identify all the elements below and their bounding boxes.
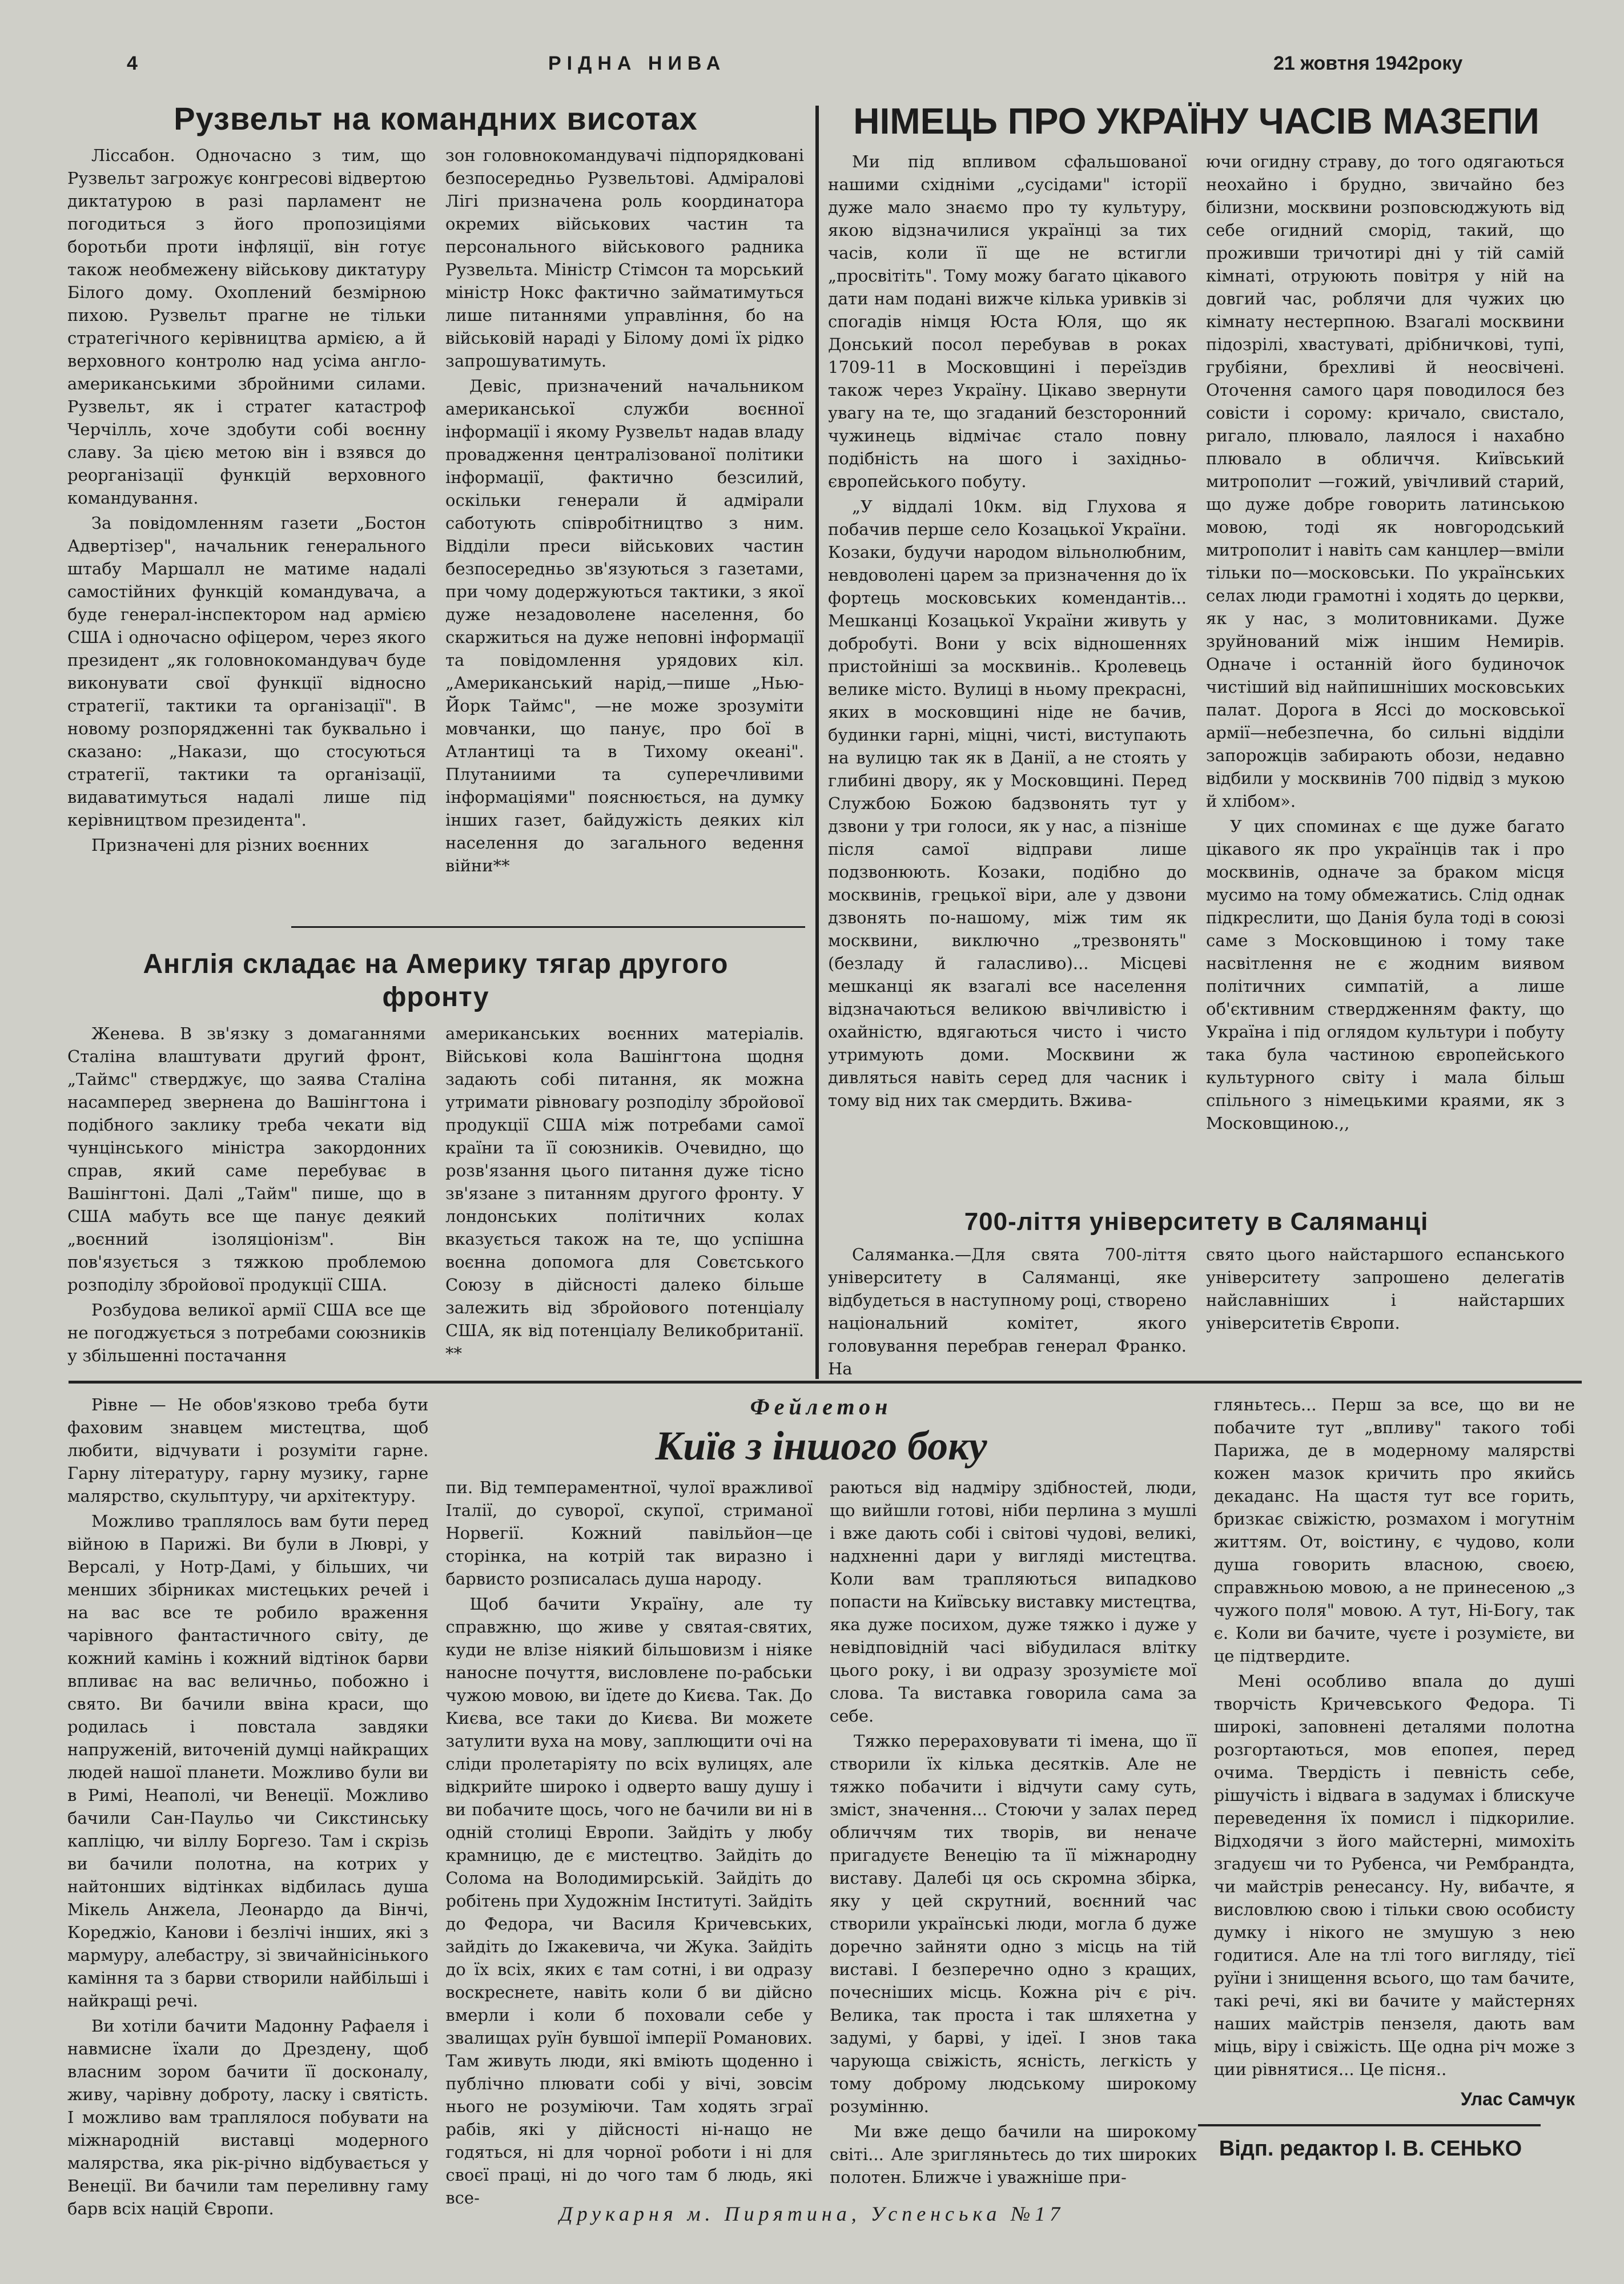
article-headline: Англія складає на Америку тягар другого фронту [143, 949, 729, 1012]
paragraph: Мені особливо впала до душі творчість Кричевського Федора. Ті широкі, заповнені деталями полотна розгортаються, мов епопея, перед очима. Твердість і певність себе, рішучість і відвага в задумах і блискуче переведення їх помисл і підкорилие. Відходячи з його майстерні, мимохіть згадуєш чи то Рубенса, чи Рембрандта, чи майстрів ренесансу. Ну, вибачте, я висловлюю свою і тільки свою особисту думку і нікого не змушую з нею годитися. Але на тлі того вигляду, тієї руїни і знищення всього, що там бачите, такі речі, які ви бачите у майстернях наших майстрів пензеля, дають вам міць, віру і свіжість. Ще одна річ може з ции рівнятися... Це пісня.. [1213, 1671, 1575, 2079]
paragraph: Женева. В зв'язку з домаганнями Сталіна влаштувати другий фронт, „Таймс" стверджує, що заява Сталіна насамперед звернена до Вашінгтона і подібного заклику треба чекати від чунцінського міністра закордонних справ, який саме перебуває в Вашінгтоні. Далі „Тайм" пише, що в США мабуть все ще панує деякий „воєнний ізоляціонізм". Він пов'язується з тяжкою проблемою розподілу збройової продукції США. [67, 1024, 426, 1294]
article-headline: НІМЕЦЬ ПРО УКРАЇНУ ЧАСІВ МАЗЕПИ [853, 100, 1539, 142]
article-headline: 700-ліття університету в Саляманці [964, 1208, 1429, 1236]
paragraph: Призначені для різних воєнних [91, 835, 369, 855]
article-column [445, 144, 804, 920]
paper-name: РІДНА НИВА [548, 53, 726, 74]
paragraph: американських воєнних матеріалів. Військові кола Вашінгтона щодня задають собі питання, як можна утримати рівновагу розподілу збройової продукції США між потребами самої країни та її союзників. Очевидно, що розв'язання цього питання дуже тісно зв'язане з питанням другого фронту. У лондонських політичних колах вказується також на те, що успішна воєнна допомога для Совєтського Союзу в дійсності далеко більше залежить від збройового потенціалу США, як від потенціалу Великобританії. ** [445, 1024, 804, 1363]
paragraph: Ви хотіли бачити Мадонну Рафаеля і навмисне їхали до Дрездену, щоб власним зором бачити її досконалу, живу, чарівну доброту, ласку і святість. І можливо вам траплялося побувати на міжнародній виставці модерного малярства, яка рік-річно відбувається у Венеції. Ви бачили там переливну гаму барв всіх націй Європи. [67, 2016, 429, 2218]
page-number: 4 [127, 53, 138, 74]
paragraph: Рівне — Не обов'язково треба бути фаховим знавцем мистецтва, щоб любити, відчувати і розуміти гарне. Гарну літературу, гарну музику, гарне малярство, скульптуру, чи архітектуру. [67, 1395, 429, 1506]
paragraph: раються від надміру здібностей, люди, що вийшли готові, ніби перлина з мушлі і вже дають собі і світові чудові, великі, надхненні дари у вигляді мистецтва. Коли вам трапляються випадково попасти на Київську виставку мистецтва, яка дуже посихом, дуже тяжко і дуже у невідповідній часі вібудилася влітку цього року, і ви одразу зрозумієте мої слова. Та виставка говорила сама за себе. [830, 1478, 1197, 1726]
article-column [1214, 1393, 1575, 2181]
issue-date: 21 жовтня 1942року [1273, 53, 1463, 74]
paragraph: Девіс, призначений начальником американської служби воєнної інформації і якому Рузвельт надав владу провадження централізованої політики інформації, фактично безсилий, оскільки генерали й адмірали саботують співробітництво з ним. Відділи преси військових частин безпосередньо зв'язуються з газетами, при чому додержуються тактики, з якої дуже незадоволене населення, бо скаржиться на дуже неповні інформації та повідомлення урядових кіл. „Американський нарід,—пише „Нью-Йорк Таймс", —не може зрозуміти мовчанки, що панує, про бої в Атлантиці та в Тихому океані". Плутаниими та суперечливими інформаціями" пояснюється, на думку інших газет, байдужість деяких кіл населення до загального ведення війни** [445, 376, 804, 875]
article-column [828, 150, 1187, 1207]
author-signature: Улас Самчук [1460, 2089, 1575, 2109]
paragraph: ючи огидну страву, до того одягаються неохайно і брудно, звичайно без білизни, москвини розповсюджують від себе огидний сморід, такий, що проживши тричотирі дні у тій самій кімнаті, отруюють повітря у ній на довгий час, роблячи для чужих цю кімнату нестерпною. Взагалі москвини підозрілі, хвастуваті, дрібничкові, тупі, грубіяни, брехливі й неосвічені. Оточення самого царя поводилося без совісти і сорому: кричало, свистало, ригало, плювало, лаялося і нахабно плювало в обличчя. Київський митрополит —гожий, увічливий старий, що дуже добре говорить латинською мовою, тоді як новгородський митрополит і навіть сам канцлер—вміли тільки по—московськи. По українських селах люди грамотні і ходять до церкви, як у нас, з молитовниками. Дуже зруйнований між іншим Немирів. Одначе і останній його будиночок чистіший від найпишніших московських палат. Дорога в Яссі до московської армії—небезпечна, бо сильні відділи запорожців забирають обози, недавно відбили у москвинів 700 підвід з мукою й хлібом». [1206, 152, 1565, 811]
paragraph: У цих споминах є ще дуже багато цікавого як про українців так і про москвинів, одначе за браком місця мусимо на тому обмежатись. Слід однак підкреслити, що Данія була тоді в союзі саме з Московщиною і тому таке насвітлення не є жодним виявом політичних симпатій, а лише об'єктивним ствердженням факту, що Україна і під оглядом культури і побуту така була частиною європейського культурного світу і мала більш спільного з німецькими краями, як з Московщиною.,, [1206, 817, 1565, 1133]
paragraph: Розбудова великої армії США все ще не погоджується з потребами союзників у збільшенні постачання [67, 1300, 426, 1365]
article-column [445, 1476, 813, 2211]
paragraph: Щоб бачити Україну, але ту справжню, що живе у святая-святих, куди не влізе ніякий більшовизм і ніяке наносне почуття, висловлене по-рабськи чужою мовою, ви їдете до Києва. Так. До Києва, все таки до Києва. Ви можете затулити вуха на мову, заплющити очі на сліди пролетаріяту по всіх вулицях, але відкрийте широко і одверто вашу душу і ви побачите щось, чого не бачили ви ні в одній столиці Европи. Зайдіть у любу крамницю, де є мистецтво. Зайдіть до Солома на Володимирській. Зайдіть до робітень при Художнім Інституті. Зайдіть до Федора, чи Василя Кричевських, зайдіть до Іжакевича, чи Жука. Зайдіть до їх всіх, яких є там сотні, і ви одразу воскреснете, навіть коли б ви дійсно вмерли і коли б поховали себе у звалищах руїн бувшої імперії Романових. Там живуть люди, які вміють щоденно і публічно плювати собі у вічі, зовсім нього не розуміючи. Там ходять зграї рабів, які у дійсності ні-нащо не годяться, ні для чорної роботи і ні для своєї праці, ні до чого там б людь, які все- [445, 1594, 813, 2207]
paragraph: Ми під впливом сфальшованої нашими східніми „сусідами" історії дуже мало знаємо про ту культуру, якою відзначилися українці за тих часів, коли її ще не встигли „просвітіть". Тому можу багато цікавого дати нам подані вижче кілька уривків зі спогадів німця Юста Юля, що як Донський посол перебував в роках 1709-11 в Московщині і переїздив також через Україну. Цікаво звернути увагу на те, що згаданий безсторонний чужинець відмічає стало повну подібність на шого і західньо-європейського побуту. [828, 152, 1187, 491]
column-divider [815, 106, 819, 1379]
paragraph: Саляманка.—Для свята 700-ліття університету в Саляманці, яке відбудеться в наступному році, створено національний комітет, якого головування перебрав генерал Франко. На [828, 1245, 1187, 1378]
paragraph: гляньтесь... Перш за все, що ви не побачите тут „впливу" такого тобі Парижа, де в модерному малярстві кожен мазок кричить про якийсь декаданс. На щастя тут все горить, бризкає свіжістю, розмахом і могутнім життям. От, воістину, є чудово, коли душа говорить власною, своєю, справжньою мовою, а не принесеною „з чужого поля" мовою. А тут, Ні-Богу, так є. Коли ви бачите, чуєте і розумієте, ви це підтвердите. [1213, 1395, 1575, 1666]
article-column [830, 1476, 1197, 2211]
editor-credit: Відп. редактор І. В. СЕНЬКО [1219, 2137, 1522, 2161]
article-column [445, 1022, 804, 1370]
article-salamanca [828, 1208, 1565, 1378]
article-mazepa [828, 100, 1565, 1208]
section-divider [69, 1381, 1582, 1384]
printer-line: Друкарня м. Пирятина, Успенська №17 [559, 2202, 1065, 2225]
feuilleton-label: Фейлетон [750, 1394, 893, 1420]
paragraph: Тяжко перераховувати ті імена, що її створили їх кілька десятків. Але не тяжко побачити і відчути саму суть, зміст, значення... Стоючи у залах перед обличчям тих творів, ви неначе пригадуєте Венецію та її міжнародну виставу. Далебі ця ось скромна збірка, яку у цей скрутний, воєнний час створили українські люди, могла б дуже доречно зайняти одно з місць на тій виставі. І безперечно одно з кращих, почесніших місць. Кожна річ є річ. Велика, так проста і так шляхетна у задумі, у барві, у ідеї. І знов така чарующа свіжість, ясність, легкість у тому доброму людському широкому розумінню. [830, 1731, 1197, 2116]
article-column [67, 1393, 429, 2218]
article-roosevelt [67, 100, 804, 922]
article-column [1206, 150, 1565, 1207]
feuilleton-headline: Київ з іншого боку [655, 1423, 987, 1469]
paragraph: пи. Від темпераментної, чулої вражливої Італії, до суворої, скупої, стриманої Норвегії. Кожний павільйон—це сторінка, на котрій так виразно і барвисто розписалась душа народу. [445, 1478, 813, 1589]
article-england [67, 948, 804, 1370]
paragraph: Ліссабон. Одночасно з тим, що Рузвельт загрожує конгресові відвертою диктатурою в разі парламент не погодиться з його пропозиціями боротьби проти інфляції, він готує також необмежену військову диктатуру Білого дому. Охоплений безмірною пихою. Рузвельт прагне не тільки стратегічного керівництва армією, а й верховного контролю над усіма англо-американськими збройними силами. Рузвельт, як і стратег катастроф Черчілль, хоче здобути собі воєнну славу. За цією метою він і взявся до реорганізації функцій верховного командування. [67, 146, 426, 508]
paragraph: Можливо траплялось вам бути перед війною в Парижі. Ви були в Люврі, у Версалі, у Нотр-Дамі, у більших, чи менших збірниках мистецьких речей і на вас все те робило враження чарівного фантастичного світу, де кожний камінь і кожний відтінок барви впливає на вас величньо, побожно і свято. Ви бачили ввіна краси, що родилась і повстала завдяки напруженій, виточеній думці найкращих людей нашої планети. Можливо були ви в Римі, Неаполі, чи Венеції. Можливо бачили Сан-Паульо чи Сикстинську капліцю, чи віллу Боргезо. Там і скрізь ви бачили полотна, на котрих у найтонших відтінках відбилась душа Мікель Анжела, Леонардо да Вінчі, Кореджіо, Канови і безлічі інших, які з мармуру, алебастру, зі звичайнісінького каміння та з барви створили найбільші і найкращі речі. [67, 1511, 429, 2010]
feuilleton-center [445, 1393, 1197, 2207]
article-headline: Рузвельт на командних висотах [174, 100, 698, 136]
article-column [1206, 1243, 1565, 1369]
paragraph: „У віддалі 10км. від Глухова я побачив перше село Козацької України. Козаки, будучи народом вільнолюбним, невдоволені царем за призначення до їх фортець московських комендантів... Мешканці Козацької України живуть у добробуті. Вони у всіх відношеннях пристойніші за москвинів.. Кролевець велике місто. Вулиці в ньому прекрасні, яких в московщині ніде не бачив, будинки гарні, міцні, чисті, виступають на вулицю так як в Данії, а не стоять у глибині двору, як у Московщині. Перед Службою Божою бадзвонять тут у дзвони у три голоси, як у нас, а пізніше після самої відправи лише подзвонюють. Козаки, подібно до москвинів, грецької віри, але у дзвони дзвонять по-нашому, між тим як москвини, виключно „трезвонять" (безладу й галасливо)... Місцеві мешканці як взагалі все населення відзначаються великою ввічливістю і охайністю, вдягаються чисто і чисто утримують доми. Москвини ж дивляться навіть серед для часник і тому від них так смердить. Вжива- [828, 497, 1187, 1110]
paragraph: свято цього найстаршого еспанського університету запрошено делегатів найславніших і найстарших університетів Європи. [1206, 1245, 1565, 1333]
article-column [67, 144, 426, 920]
article-column [828, 1243, 1187, 1378]
paragraph: Ми вже дещо бачили на широкому світі... Але зригляньтесь до тих широких полотен. Ближче і уважніше при- [830, 2122, 1197, 2187]
paragraph: За повідомленням газети „Бостон Адвертізер", начальник генерального штабу Маршалл не матиме надалі самостійних функцій командувача, а буде генерал-інспектором над армією США і одночасно офіцером, через якого президент „як головнокомандувач буде виконувати свої функції відносно стратегії, тактики та організації". В новому розпорядженні так буквально і сказано: „Накази, що стосуються стратегії, тактики та організації, видаватимуться надалі лише під керівництвом президента". [67, 513, 426, 830]
paragraph: зон головнокомандувачі підпорядковані безпосередньо Рузвельтові. Адміралові Лігі призначена роль координатора окремих військових частин та персонального військового радника Рузвельта. Міністр Стімсон та морський міністр Нокс фактично займатимуться лише питаннями управління, бо на військовій нараді у Білому домі їх рідко запрошуватимуть. [445, 146, 804, 371]
article-column [67, 1022, 426, 1370]
short-divider [291, 926, 805, 928]
